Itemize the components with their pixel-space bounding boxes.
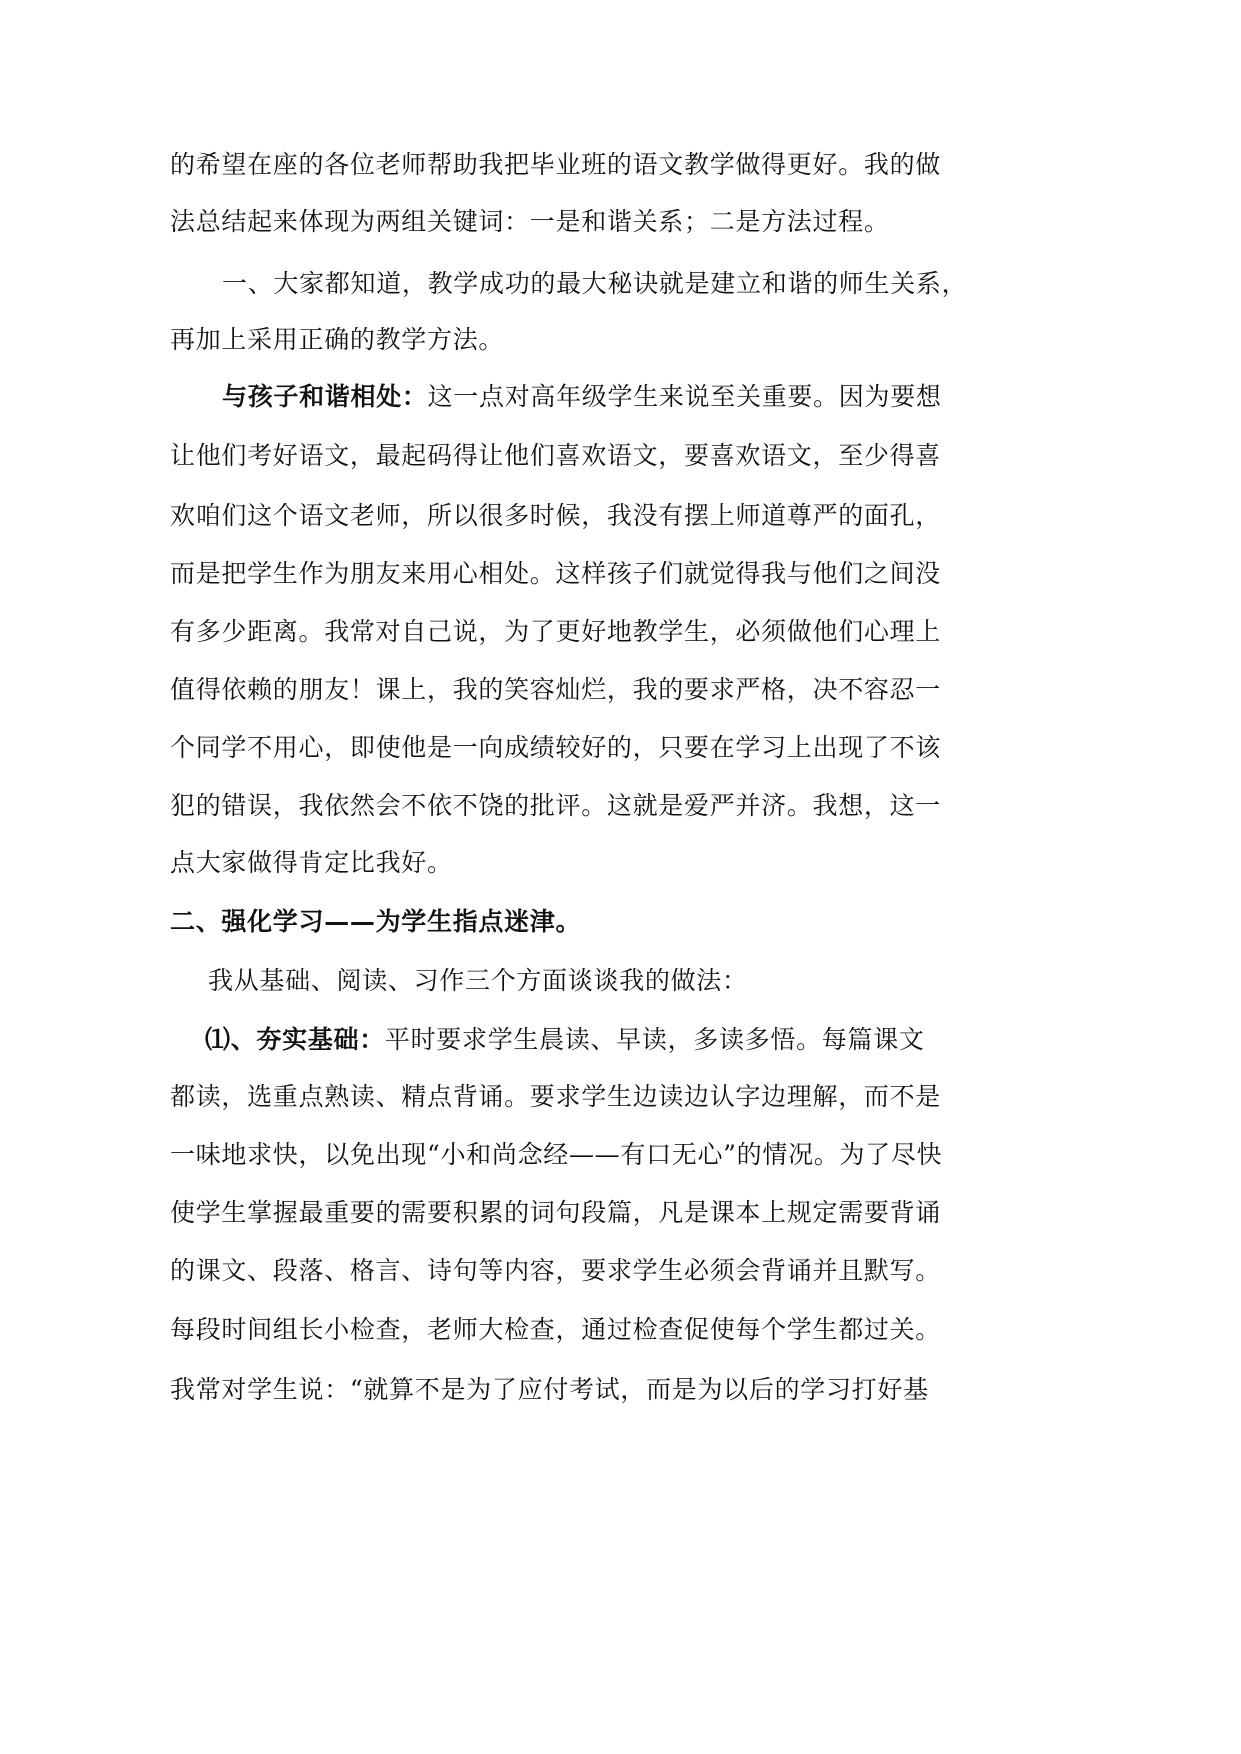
subheading-harmony: 与孩子和谐相处： bbox=[222, 382, 428, 411]
subheading-foundation: ⑴、夯实基础： bbox=[205, 1025, 385, 1054]
text-line: 点大家做得肯定比我好。 bbox=[170, 848, 453, 877]
text-line: 值得依赖的朋友！课上，我的笑容灿烂，我的要求严格，决不容忍一 bbox=[170, 675, 942, 704]
section-one-heading-line: 一、大家都知道，教学成功的最大秘诀就是建立和谐的师生关系， bbox=[222, 269, 968, 298]
text-line: 一味地求快，以免出现“小和尚念经——有口无心”的情况。为了尽快 bbox=[170, 1140, 943, 1169]
text-line: 每段时间组长小检查，老师大检查，通过检查促使每个学生都过关。 bbox=[170, 1315, 942, 1344]
text-segment: 这一点对高年级学生来说至关重要。因为要想 bbox=[427, 382, 942, 411]
text-line: 个同学不用心，即使他是一向成绩较好的，只要在学习上出现了不该 bbox=[170, 733, 942, 762]
text-line: 欢咱们这个语文老师，所以很多时候，我没有摆上师道尊严的面孔， bbox=[170, 501, 942, 530]
text-line: 的课文、段落、格言、诗句等内容，要求学生必须会背诵并且默写。 bbox=[170, 1256, 942, 1285]
text-line: 我常对学生说：“就算不是为了应付考试，而是为以后的学习打好基 bbox=[170, 1375, 929, 1404]
text-line: 使学生掌握最重要的需要积累的词句段篇，凡是课本上规定需要背诵 bbox=[170, 1198, 942, 1227]
text-line: 而是把学生作为朋友来用心相处。这样孩子们就觉得我与他们之间没 bbox=[170, 559, 942, 588]
text-line bbox=[222, 382, 942, 412]
text-line: 的希望在座的各位老师帮助我把毕业班的语文教学做得更好。我的做 bbox=[170, 150, 942, 179]
text-line: 我从基础、阅读、习作三个方面谈谈我的做法： bbox=[208, 966, 748, 995]
text-line: 让他们考好语文，最起码得让他们喜欢语文，要喜欢语文，至少得喜 bbox=[170, 441, 942, 470]
text-line: 都读，选重点熟读、精点背诵。要求学生边读边认字边理解，而不是 bbox=[170, 1082, 942, 1111]
text-line: 有多少距离。我常对自己说，为了更好地教学生，必须做他们心理上 bbox=[170, 617, 942, 646]
text-line: 法总结起来体现为两组关键词：一是和谐关系；二是方法过程。 bbox=[170, 207, 890, 236]
text-line: 犯的错误，我依然会不依不饶的批评。这就是爱严并济。我想，这一 bbox=[170, 791, 942, 820]
text-line: 再加上采用正确的教学方法。 bbox=[170, 325, 505, 354]
text-line bbox=[205, 1025, 925, 1055]
text-segment: 平时要求学生晨读、早读，多读多悟。每篇课文 bbox=[384, 1025, 925, 1054]
section-two-heading: 二、强化学习——为学生指点迷津。 bbox=[170, 907, 582, 936]
